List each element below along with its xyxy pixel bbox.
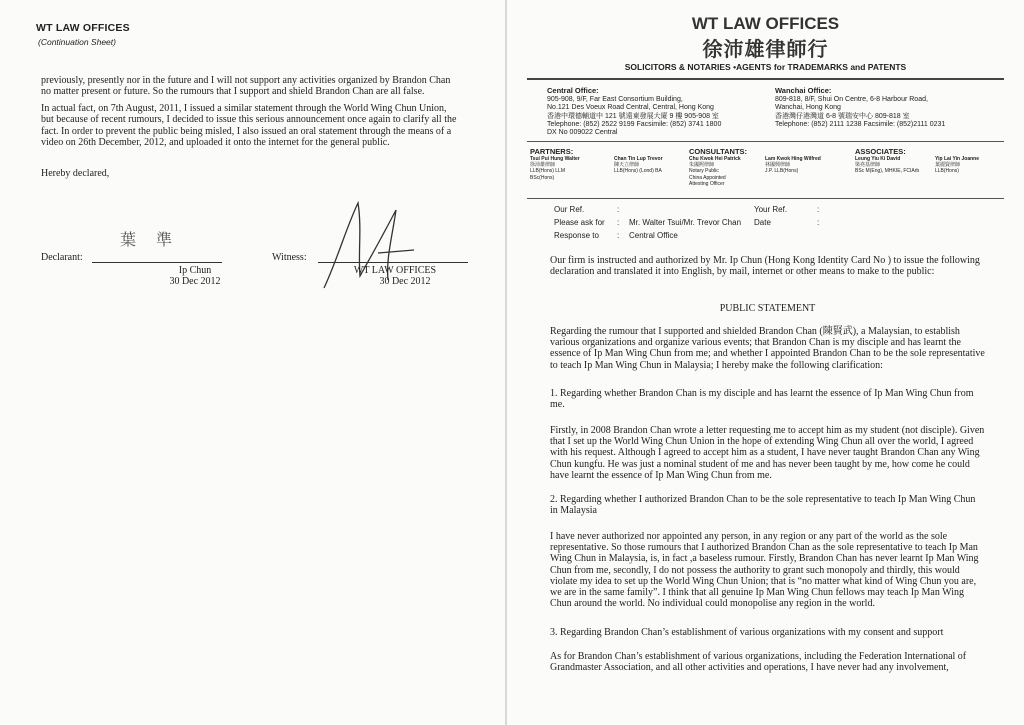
closing-line: Hereby declared, bbox=[41, 168, 110, 179]
address-line: 香港中環德輔道中 121 號遠東發展大廈 9 樓 905-908 室 bbox=[547, 112, 719, 120]
person-name-chinese: 葉麗賢律師 bbox=[935, 162, 961, 169]
consultant-entry bbox=[689, 156, 769, 187]
person-name: Chan Tin Lup Trevor bbox=[614, 156, 663, 162]
qualification: LLB(Hons) bbox=[935, 168, 959, 175]
paragraph: As for Brandon Chan’s establishment of various organizations, including the Federation International of Grandmaster Association, and all other activities and operations, I have never had any involvement, bbox=[550, 651, 967, 674]
our-ref-label: Our Ref. bbox=[554, 205, 585, 214]
continuation-sheet-page bbox=[0, 0, 505, 725]
person-name-chinese: 陳天立律師 bbox=[614, 162, 640, 169]
qualification: Attesting Officer bbox=[689, 180, 725, 187]
office-title: Central Office: bbox=[547, 86, 599, 95]
person-name-chinese: 林國興律師 bbox=[765, 162, 791, 169]
associates-heading: ASSOCIATES: bbox=[855, 147, 906, 156]
reference-colons bbox=[617, 203, 619, 242]
divider bbox=[527, 78, 1004, 80]
person-name-chinese: 梁堯基律師 bbox=[855, 162, 881, 169]
your-ref-colons bbox=[817, 203, 819, 229]
address-line: 香港灣仔港灣道 6-8 號瑞安中心 809-818 室 bbox=[775, 112, 910, 120]
office-title: Wanchai Office: bbox=[775, 86, 832, 95]
paragraph: previously, presently nor in the future and I will not support any activities organized by Brandon Chan no matter present or future. So the rumours that I support and shield Brandon Chan are all false. bbox=[41, 75, 451, 98]
colon: : bbox=[817, 218, 820, 227]
paragraph: Regarding the rumour that I supported and shielded Brandon Chan (陳賢武), a Malaysian, to establish various organizations and organize various events; that Brandon Chan is my disciple and has learnt the essence of Ip Man Wing Chun from me; and whether I appointed Brandon Chan to be the sole representative to teach Ip Man Wing Chun in Malaysia; I hereby make the following clarification: bbox=[550, 326, 985, 371]
declarant-label: Declarant: bbox=[41, 252, 83, 263]
ask-for-value: Mr. Walter Tsui/Mr. Trevor Chan bbox=[629, 218, 742, 227]
person-name: Tsui Pui Hung Walter bbox=[530, 156, 580, 162]
paragraph: I have never authorized nor appointed any person, in any region or any part of the world as the sole representative. So those rumours that I authorized Brandon Chan as the sole representative to teach Ip Man Wing Chun in Malaysia, is, in fact ,a baseless rumour. Firstly, Brandon Chan has never learnt Ip Man Wing Chun from me, secondly, I do not possess the authority to grant such monopoly and thirdly, this would violate my idea to set up the World Wing Chun Union; that is “no matter what kind of Wing Chun you are, we are in the same family”. I think that all genuine Ip Man Wing Chun fellows may teach Ip Man Wing Chun around the world. No individual could monopolise any region in the world. bbox=[550, 531, 979, 610]
witness-name: WT LAW OFFICES bbox=[353, 265, 437, 276]
section-heading: 2. Regarding whether I authorized Brandon Chan to be the sole representative to teach Ip Man Wing Chun in Malaysia bbox=[550, 494, 976, 517]
firm-name: WT LAW OFFICES bbox=[36, 22, 130, 34]
qualification: BSc M(Eng), MHKIE, FCIArb bbox=[855, 168, 920, 175]
phone-line: Telephone: (852) 2522 9199 Facsimile: (852) 3741 1800 bbox=[547, 120, 722, 128]
colon: : bbox=[617, 218, 620, 227]
person-name: Leung Yiu Ki David bbox=[855, 156, 901, 162]
your-ref-labels bbox=[754, 203, 787, 229]
address-line: Wanchai, Hong Kong bbox=[775, 104, 841, 112]
declarant-date: 30 Dec 2012 bbox=[169, 276, 221, 287]
colon: : bbox=[617, 231, 620, 240]
partner-entry bbox=[614, 156, 689, 175]
statement-title: PUBLIC STATEMENT bbox=[719, 303, 816, 314]
colon: : bbox=[817, 205, 820, 214]
date-label: Date bbox=[754, 218, 771, 227]
partner-entry bbox=[530, 156, 612, 181]
paragraph: Firstly, in 2008 Brandon Chan wrote a letter requesting me to accept him as my student (not disciple). Given that I set up the World Wing Chun Union in the hope of extending Wing Chun all over the world, I agreed with his request. Although I agreed to accept him as a student, I have never taught Brandon Chan any Wing Chun kungfu. He was just a nominal student of me and has never been taught by me, how come he could have learnt the essence of Ip Man Wing Chun from me. bbox=[550, 425, 985, 481]
person-name: Chu Kwok Hei Patrick bbox=[689, 156, 741, 162]
intro-paragraph: Our firm is instructed and authorized by Mr. Ip Chun (Hong Kong Identity Card No ) to issue the following declaration and translated it into English, by mail, internet or other means to make to the public: bbox=[550, 255, 980, 278]
qualification: China Appointed bbox=[689, 174, 726, 181]
ask-for-label: Please ask for bbox=[554, 218, 605, 227]
your-ref-label: Your Ref. bbox=[754, 205, 788, 214]
qualification: BSc(Hons) bbox=[530, 174, 555, 181]
declarant-name: Ip Chun bbox=[178, 265, 212, 276]
person-name-chinese: 徐沛雄律師 bbox=[530, 162, 556, 169]
firm-name-chinese: 徐沛雄律師行 bbox=[702, 39, 829, 61]
divider bbox=[527, 141, 1004, 142]
response-value: Central Office bbox=[629, 231, 678, 240]
firm-subtitle: SOLICITORS & NOTARIES •AGENTS for TRADEMARKS and PATENTS bbox=[624, 62, 907, 72]
letterhead-page bbox=[507, 0, 1024, 725]
person-name: Lam Kwok Hing Wilfred bbox=[765, 156, 821, 162]
phone-line: Telephone: (852) 2111 1238 Facsimile: (852)2111 0231 bbox=[775, 120, 946, 128]
divider bbox=[527, 198, 1004, 199]
address-line: 809-818, 8/F, Shui On Centre, 6-8 Harbour Road, bbox=[775, 96, 928, 104]
person-name: Yip Lai Yin Joanne bbox=[935, 156, 979, 162]
section-heading: 3. Regarding Brandon Chan’s establishment of various organizations with my consent and support bbox=[550, 627, 944, 638]
partners-heading: PARTNERS: bbox=[530, 147, 574, 156]
address-line: No.121 Des Voeux Road Central, Central, Hong Kong bbox=[547, 104, 714, 112]
qualification: LLB(Hons) LLM bbox=[530, 168, 566, 175]
chinese-signature: 葉 準 bbox=[120, 232, 181, 249]
consultants-heading: CONSULTANTS: bbox=[689, 147, 748, 156]
witness-date: 30 Dec 2012 bbox=[379, 276, 431, 287]
reference-values bbox=[629, 216, 741, 242]
response-label: Response to bbox=[554, 231, 599, 240]
consultant-entry bbox=[765, 156, 850, 175]
reference-labels bbox=[554, 203, 605, 242]
paragraph: In actual fact, on 7th August, 2011, I issued a similar statement through the World Wing Chun Union, but because of recent rumours, I decided to issue this serious announcement once again to clarify all the fact. In order to prevent the public being misled, I also issued an oral statement through the means of a video on 26th December, 2012, and uploaded it onto the internet for the general public. bbox=[41, 103, 457, 149]
qualification: J.P. LLB(Hons) bbox=[765, 168, 799, 175]
colon: : bbox=[617, 205, 620, 214]
declarant-signature-line bbox=[92, 262, 222, 263]
associate-entry bbox=[935, 156, 1015, 175]
wanchai-office-block bbox=[775, 87, 1015, 129]
associate-entry bbox=[855, 156, 937, 175]
section-heading: 1. Regarding whether Brandon Chan is my disciple and has learnt the essence of Ip Man Wing Chun from me. bbox=[550, 388, 974, 411]
witness-label: Witness: bbox=[272, 252, 307, 263]
address-line: 905-908, 9/F, Far East Consortium Building, bbox=[547, 96, 683, 104]
qualification: LLB(Hons) (Lond) BA bbox=[614, 168, 662, 175]
firm-name: WT LAW OFFICES bbox=[691, 14, 840, 33]
person-name-chinese: 朱國熙律師 bbox=[689, 162, 715, 169]
continuation-label: (Continuation Sheet) bbox=[38, 37, 116, 47]
dx-line: DX No 009022 Central bbox=[547, 129, 618, 137]
central-office-block bbox=[547, 87, 777, 137]
qualification: Notary Public bbox=[689, 168, 719, 175]
